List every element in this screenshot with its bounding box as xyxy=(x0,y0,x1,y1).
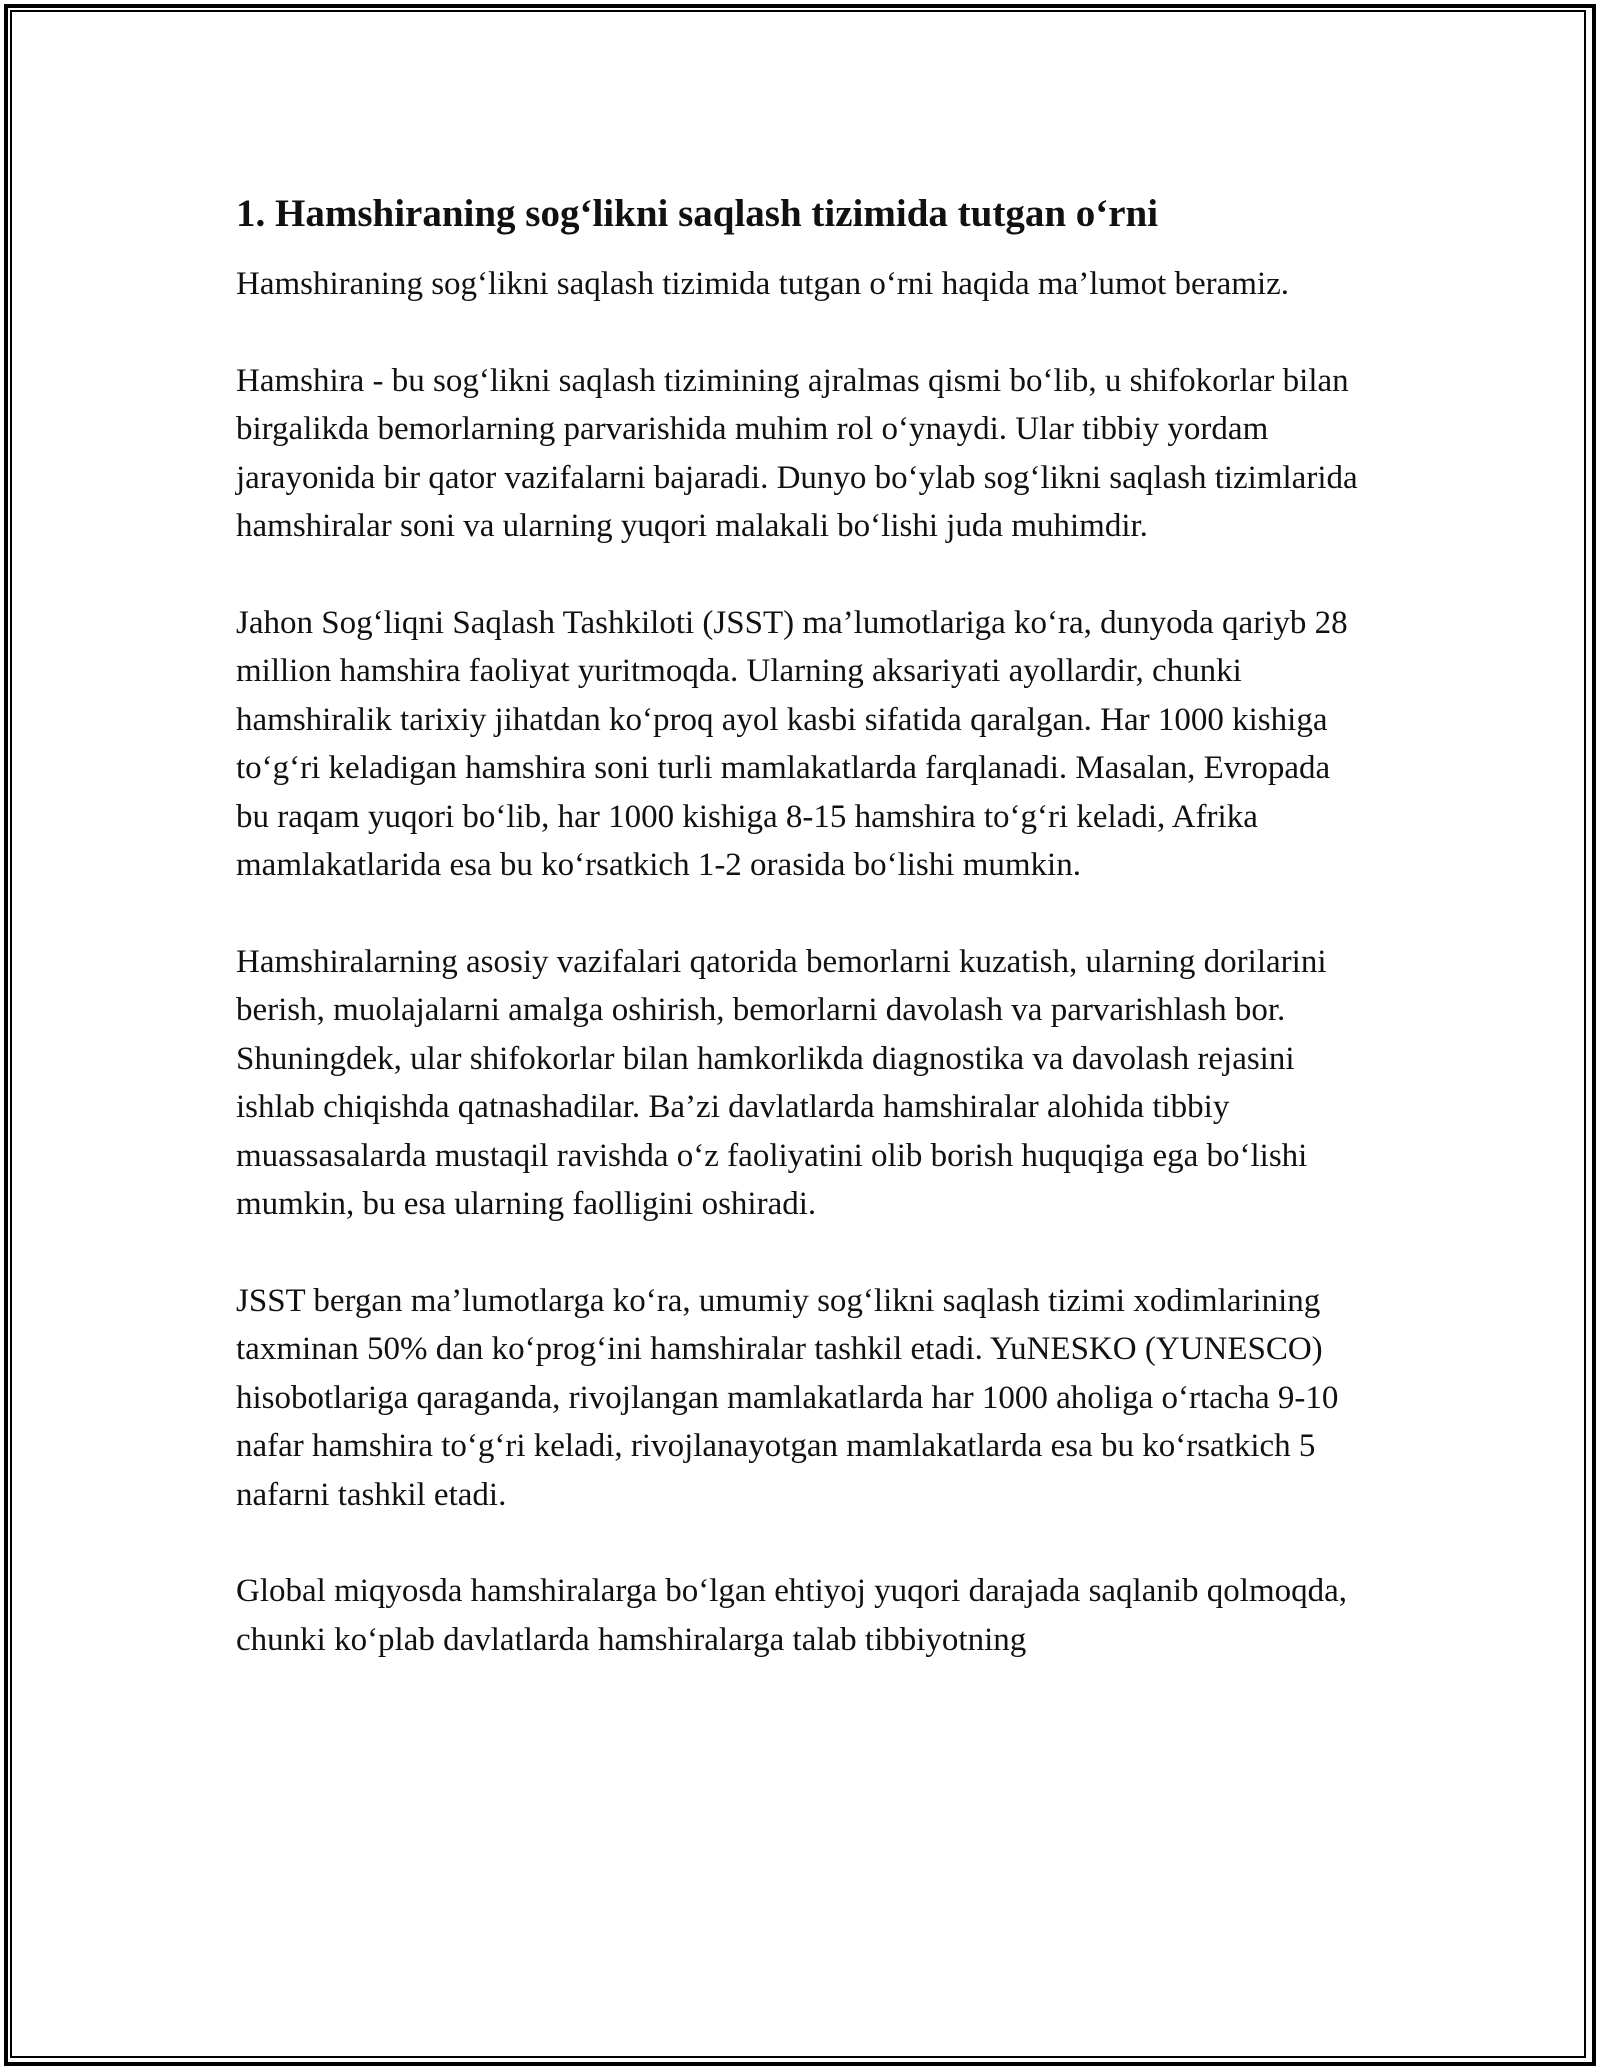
paragraph-role: Hamshira - bu sog‘likni saqlash tizimining ajralmas qismi bo‘lib, u shifokorlar bilan birgalikda bemorlarning parvarishida muhim rol o‘ynaydi. Ular tibbiy yordam jarayonida bir qator vazifalarni bajaradi. Dunyo bo‘ylab sog‘likni saqlash tizimlarida hamshiralar soni va ularning yuqori malakali bo‘lishi juda muhimdir. xyxy=(236,362,1358,544)
paragraph-who-statistics: Jahon Sog‘liqni Saqlash Tashkiloti (JSST) ma’lumotlariga ko‘ra, dunyoda qariyb 28 million hamshira faoliyat yuritmoqda. Ularning aksariyati ayollardir, chunki hamshiralik tarixiy jihatdan ko‘proq ayol kasbi sifatida qaralgan. Har 1000 kishiga to‘g‘ri keladigan hamshira soni turli mamlakatlarda farqlanadi. Masalan, Evropada bu raqam yuqori bo‘lib, har 1000 kishiga 8-15 hamshira to‘g‘ri keladi, Afrika mamlakatlarida esa bu ko‘rsatkich 1-2 orasida bo‘lishi mumkin. xyxy=(236,604,1348,883)
paragraph-duties: Hamshiralarning asosiy vazifalari qatorida bemorlarni kuzatish, ularning dorilarini berish, muolajalarni amalga oshirish, bemorlarni davolash va parvarishlash bor. Shuningdek, ular shifokorlar bilan hamkorlikda diagnostika va davolash rejasini ishlab chiqishda qatnashadilar. Ba’zi davlatlarda hamshiralar alohida tibbiy muassasalarda mustaqil ravishda o‘z faoliyatini olib borish huquqiga ega bo‘lishi mumkin, bu esa ularning faolligini oshiradi. xyxy=(236,943,1327,1222)
page-title: 1. Hamshiraning sog‘likni saqlash tizimida tutgan o‘rni xyxy=(236,192,1159,235)
paragraph-workforce-share: JSST bergan ma’lumotlarga ko‘ra, umumiy sog‘likni saqlash tizimi xodimlarining taxminan 50% dan ko‘prog‘ini hamshiralar tashkil etadi. YuNESKO (YUNESCO) hisobotlariga qaraganda, rivojlangan mamlakatlarda har 1000 aholiga o‘rtacha 9-10 nafar hamshira to‘g‘ri keladi, rivojlanayotgan mamlakatlarda esa bu ko‘rsatkich 5 nafarni tashkil etadi. xyxy=(236,1282,1339,1513)
document-body xyxy=(236,186,1366,1712)
paragraph-intro: Hamshiraning sog‘likni saqlash tizimida tutgan o‘rni haqida ma’lumot beramiz. xyxy=(236,266,1290,302)
paragraph-global-demand: Global miqyosda hamshiralarga bo‘lgan ehtiyoj yuqori darajada saqlanib qolmoqda, chunki ko‘plab davlatlarda hamshiralarga talab tibbiyotning xyxy=(236,1573,1348,1658)
